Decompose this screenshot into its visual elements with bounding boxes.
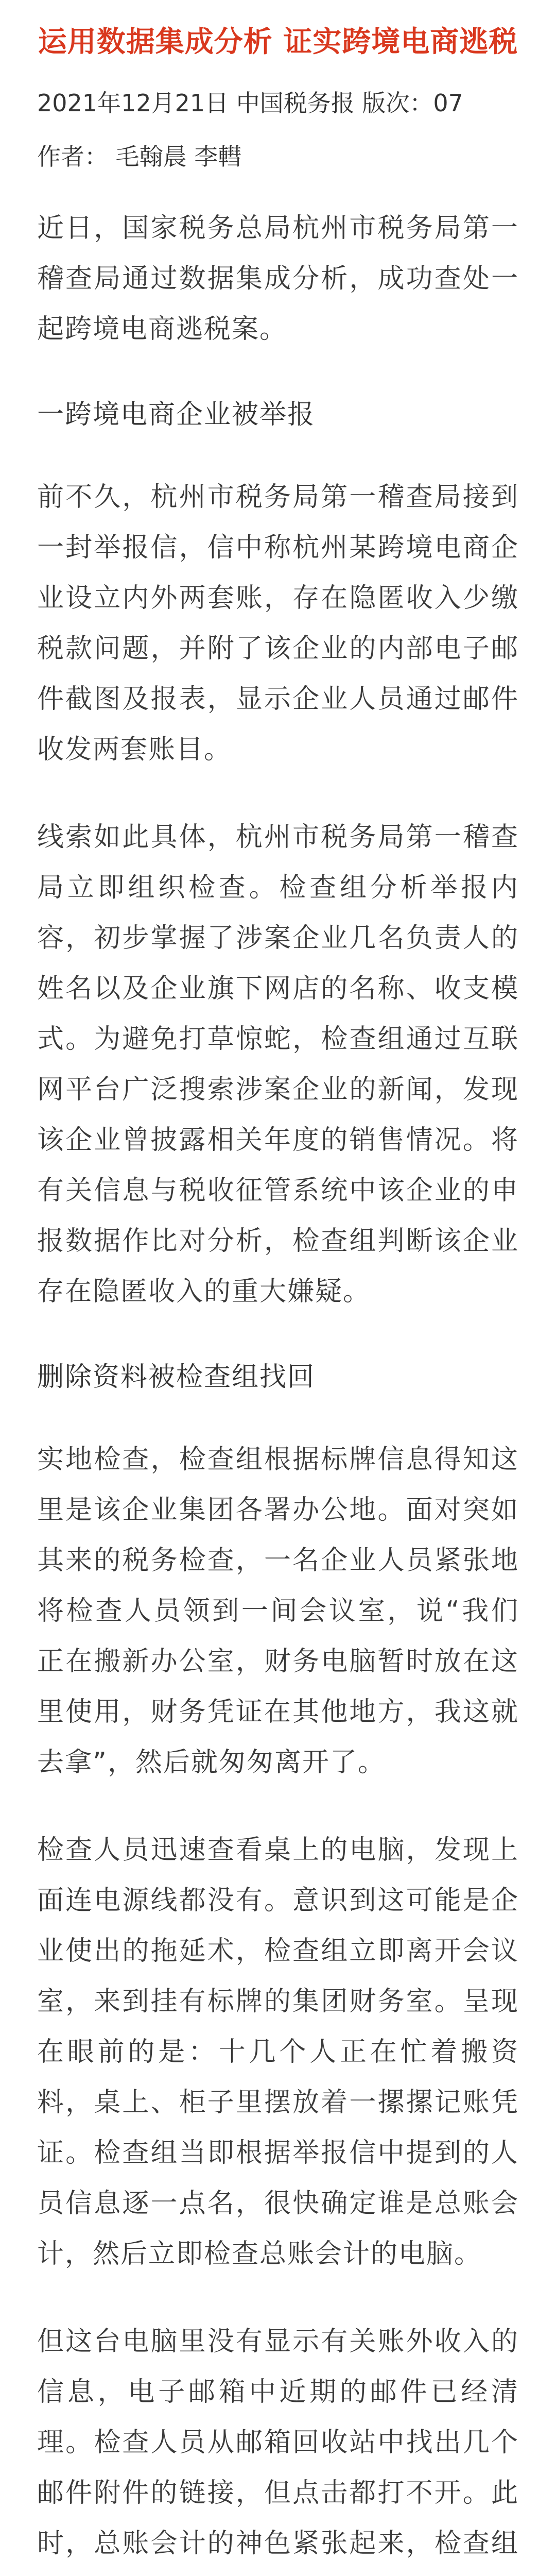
publication-meta: 2021年12月21日 中国税务报 版次：07	[37, 89, 463, 117]
paragraph-finance-room: 检查人员迅速查看桌上的电脑，发现上面连电源线都没有。意识到这可能是企业使出的拖延术，检查组立即离开会议室，来到挂有标牌的集团财务室。呈现在眼前的是：十几个人正在忙着搬资料，桌上、柜子里摆放着一摞摞记账凭证。检查组当即根据举报信中提到的人员信息逐一点名，很快确定谁是总账会计，然后立即检查总账会计的电脑。	[37, 1835, 519, 2269]
section-heading-report: 一跨境电商企业被举报	[37, 399, 316, 430]
article-title: 运用数据集成分析 证实跨境电商逃税	[38, 25, 518, 59]
authors-line: 作者： 毛翰晨 李轊	[37, 143, 242, 171]
paragraph-site-inspection: 实地检查，检查组根据标牌信息得知这里是该企业集团各署办公地。面对突如其来的税务检查，一名企业人员紧张地将检查人员领到一间会议室，说“我们正在搬新办公室，财务电脑暂时放在这里使用，财务凭证在其他地方，我这就去拿”，然后就匆匆离开了。	[37, 1444, 519, 1778]
paragraph-investigation-start: 线索如此具体，杭州市税务局第一稽查局立即组织检查。检查组分析举报内容，初步掌握了涉案企业几名负责人的姓名以及企业旗下网店的名称、收支模式。为避免打草惊蛇，检查组通过互联网平台广泛搜索涉案企业的新闻，发现该企业曾披露相关年度的销售情况。将有关信息与税收征管系统中该企业的申报数据作比对分析，检查组判断该企业存在隐匿收入的重大嫌疑。	[37, 822, 519, 1307]
section-heading-recovered-data: 删除资料被检查组找回	[37, 1362, 316, 1393]
paragraph-usb-found: 但这台电脑里没有显示有关账外收入的信息，电子邮箱中近期的邮件已经清理。检查人员从邮箱回收站中找出几个邮件附件的链接，但点击都打不开。此时，总账会计的神色紧张起来，检查组	[37, 2326, 519, 2559]
paragraph-intro: 近日，国家税务总局杭州市税务局第一稽查局通过数据集成分析，成功查处一起跨境电商逃税案。	[37, 213, 519, 345]
paragraph-report-letter: 前不久，杭州市税务局第一稽查局接到一封举报信，信中称杭州某跨境电商企业设立内外两套账，存在隐匿收入少缴税款问题，并附了该企业的内部电子邮件截图及报表，显示企业人员通过邮件收发两套账目。	[37, 482, 519, 765]
